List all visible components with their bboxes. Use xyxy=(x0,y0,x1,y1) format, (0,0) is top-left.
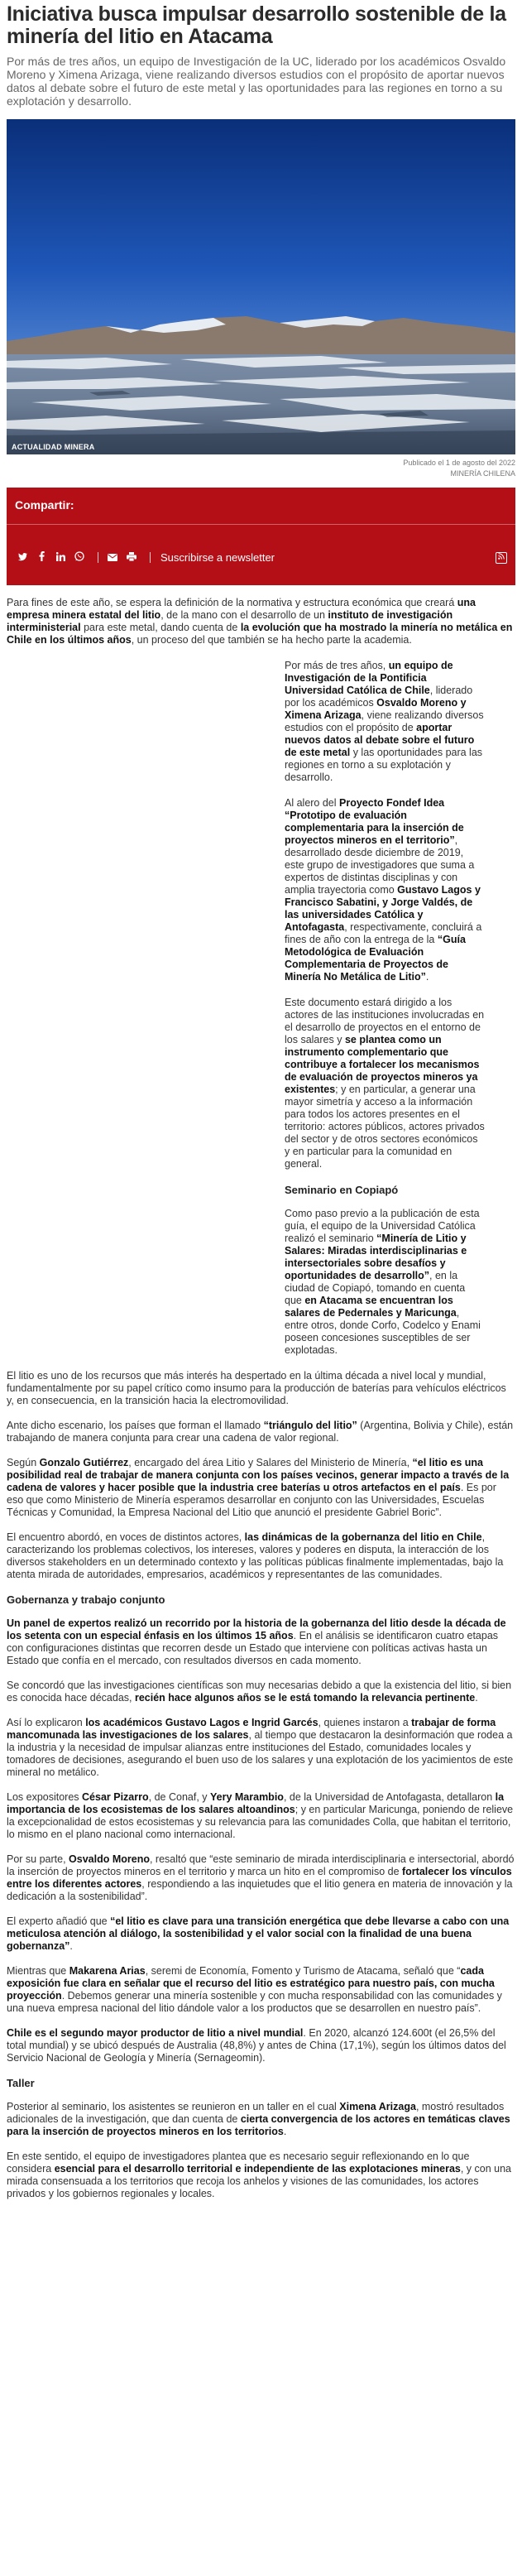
paragraph: Posterior al seminario, los asistentes se reunieron en un taller en el cual Ximena Arizaga, mostró resultados adicionales de la investigación, que dan cuenta de cierta convergencia de los actores en temáticas claves para la inserción de proyectos mineros en los territorios. xyxy=(7,2101,510,2137)
article-lead: Por más de tres años, un equipo de Investigación de la UC, liderado por los académicos Osvaldo Moreno y Ximena Arizaga, viene realizando diversos estudios con el propósito de aportar nuevos datos al debate sobre el futuro de este metal y las oportunidades para las regiones en torno a su explotación y desarrollo. xyxy=(7,55,506,108)
article-body xyxy=(7,597,515,2200)
article-meta xyxy=(7,458,515,479)
paragraph: Se concordó que las investigaciones científicas son muy necesarias debido a que la existencia del litio, si bien es conocida hace décadas, recién hace algunos años se le está tomando la relevancia pertinente. xyxy=(7,1680,512,1704)
paragraph: Para fines de este año, se espera la definición de la normativa y estructura económica que creará una empresa minera estatal del litio, de la mano con el desarrollo de un instituto de investigación interministerial para este metal, dando cuenta de la evolución que ha mostrado la minería no metálica en Chile en los últimos años, un proceso del que también se ha hecho parte la academia. xyxy=(7,597,513,646)
paragraph: Así lo explicaron los académicos Gustavo Lagos e Ingrid Garcés, quienes instaron a trabajar de forma mancomunada las investigaciones de los salares, al tiempo que destacaron la desinformación que rodea a la industria y la necesidad de impulsar alianzas entre instituciones del Estado, comunidades locales y tomadores de decisiones, asegurando el buen uso de los salares y una explotación de los yacimientos de este mineral no metálico. xyxy=(7,1717,514,1778)
paragraph: Ante dicho escenario, los países que forman el llamado “triángulo del litio” (Argentina, Bolivia y Chile), están trabajando de manera conjunta para crear una cadena de valor regional. xyxy=(7,1420,514,1444)
share-title: Compartir: xyxy=(15,498,74,512)
sidebar-paragraph: Al alero del Proyecto Fondef Idea “Prototipo de evaluación complementaria para la inserción de proyectos mineros en el territorio”, desarrollado desde diciembre de 2019, este grupo de investigadores que suma a expertos de distintas disciplinas y con amplia trayectoria como Gustavo Lagos y Francisco Sabatini, y Jorge Valdés, de las universidades Católica y Antofagasta, respectivamente, concluirá a fines de año con la entrega de la “Guía Metodológica de Evaluación Complementaria de Proyectos de Minería No Metálica de Litio”. xyxy=(285,797,482,983)
share-divider xyxy=(7,524,515,525)
section-heading: Gobernanza y trabajo conjunto xyxy=(7,1593,165,1606)
facebook-icon[interactable] xyxy=(34,551,49,564)
paragraph: Un panel de expertos realizó un recorrido por la historia de la gobernanza del litio desde la década de los setenta con un especial énfasis en los últimos 15 años. En el análisis se identificaron cuatro etapas con configuraciones distintas que recorren desde un Estado que interviene con políticas activas hasta un Estado que confía en el mercado, con resultados diversos en cada momento. xyxy=(7,1617,506,1666)
hero-image xyxy=(7,119,515,454)
salar-landscape-image xyxy=(7,119,515,454)
paragraph: Chile es el segundo mayor productor de litio a nivel mundial. En 2020, alcanzó 124.600t (el 26,5% del total mundial) y se ubicó después de Australia (48,8%) y antes de China (17,1%), según los últimos datos del Servicio Nacional de Geología y Minería (Sernageomin). xyxy=(7,2027,506,2064)
rss-icon[interactable] xyxy=(496,552,507,564)
sidebar-column xyxy=(285,660,485,1357)
whatsapp-icon[interactable] xyxy=(72,551,87,564)
print-icon[interactable] xyxy=(124,552,139,564)
email-icon[interactable] xyxy=(105,552,120,564)
paragraph: El experto añadió que “el litio es clave para una transición energética que debe llevarse a cabo con una meticulosa atención al diálogo, la sostenibilidad y el valor social con la finalidad de una buena gobernanza”. xyxy=(7,1915,510,1952)
twitter-icon[interactable] xyxy=(15,552,30,564)
share-separator-2 xyxy=(150,552,151,563)
image-caption: ACTUALIDAD MINERA xyxy=(12,443,95,451)
article-source: MINERÍA CHILENA xyxy=(450,469,515,478)
share-toolbar xyxy=(15,551,507,564)
paragraph: El encuentro abordó, en voces de distintos actores, las dinámicas de la gobernanza del litio en Chile, caracterizando los problemas colectivos, los intereses, valores y poderes en disputa, la interacción de los diversos stakeholders en un determinado contexto y las políticas públicas finalmente implementadas, bajo la atenta mirada de autoridades, empresarios, académicos y representantes de las comunidades. xyxy=(7,1531,504,1580)
paragraph: Por su parte, Osvaldo Moreno, resaltó que “este seminario de mirada interdisciplinaria e intersectorial, abordó la inserción de proyectos mineros en el territorio y marca un hito en el compromiso de fortalecer los vínculos entre los diferentes actores, respondiendo a las inquietudes que el litio genera en materia de innovación y la dedicación a la sostenibilidad”. xyxy=(7,1853,515,1902)
sidebar-paragraph: Este documento estará dirigido a los actores de las instituciones involucradas en el desarrollo de proyectos en el entorno de los salares y se plantea como un instrumento complementario que contribuye a fortalecer los mecanismos de evaluación de proyectos mineros ya existentes; y en particular, a generar una mayor simetría y acceso a la información para todos los actores presentes en el territorio: actores públicos, actores privados del sector y de otros sectores económicos y en particular para la comunidad en general. xyxy=(285,997,485,1170)
sidebar-heading: Seminario en Copiapó xyxy=(285,1184,399,1196)
publish-date: Publicado el 1 de agosto del 2022 xyxy=(403,459,515,467)
subscribe-newsletter-link[interactable]: Suscribirse a newsletter xyxy=(160,551,275,564)
paragraph: Mientras que Makarena Arias, seremi de Economía, Fomento y Turismo de Atacama, señaló que “cada exposición fue clara en señalar que el recurso del litio es estratégico para nuestro país, con mucha proyección. Debemos generar una minería sostenible y con mucha responsabilidad con las comunidades y una nueva empresa nacional del litio dándole valor a los productos que se desarrollen en nuestro país”. xyxy=(7,1965,502,2014)
sidebar-paragraph: Como paso previo a la publicación de esta guía, el equipo de la Universidad Católica realizó el seminario “Minería de Litio y Salares: Miradas interdisciplinarias e intersectoriales sobre desafíos y oportunidades de desarrollo”, en la ciudad de Copiapó, tomando en cuenta que en Atacama se encuentran los salares de Pedernales y Maricunga, entre otros, donde Corfo, Codelco y Enami poseen concesiones susceptibles de ser explotadas. xyxy=(285,1208,481,1356)
sidebar-paragraph: Por más de tres años, un equipo de Investigación de la Pontificia Universidad Católica de Chile, liderado por los académicos Osvaldo Moreno y Ximena Arizaga, viene realizando diversos estudios con el propósito de aportar nuevos datos al debate sobre el futuro de este metal y las oportunidades para las regiones en torno a su explotación y desarrollo. xyxy=(285,660,484,783)
paragraph: El litio es uno de los recursos que más interés ha despertado en la última década a nivel local y mundial, fundamentalmente por su papel crítico como insumo para la producción de baterías para vehículos eléctricos y, en consecuencia, en la transición hacia la electromovilidad. xyxy=(7,1370,506,1406)
section-heading: Taller xyxy=(7,2077,35,2089)
share-panel xyxy=(7,488,515,585)
paragraph: En este sentido, el equipo de investigadores plantea que es necesario seguir reflexionando en lo que considera esencial para el desarrollo territorial e independiente de las explotaciones mineras, y con una mirada consensuada a los territorios que recoja los anhelos y visiones de las comunidades, los actores privados y los gobiernos regionales y locales. xyxy=(7,2151,512,2199)
article-title: Iniciativa busca impulsar desarrollo sostenible de la minería del litio en Atacama xyxy=(7,2,506,48)
paragraph: Los expositores César Pizarro, de Conaf, y Yery Marambio, de la Universidad de Antofagasta, detallaron la importancia de los ecosistemas de los salares altoandinos; y en particular Maricunga, poniendo de relieve la excepcionalidad de estos ecosistemas y su relevancia para las comunidades Colla, que habitan el territorio, lo mismo en el plano nacional como internacional. xyxy=(7,1791,514,1840)
paragraph: Según Gonzalo Gutiérrez, encargado del área Litio y Salares del Ministerio de Minería, “el litio es una posibilidad real de trabajar de manera conjunta con los países vecinos, generar impacto a través de la cadena de valores y hacer posible que la industria cree baterías u otros artefactos en el país. Es por eso que como Ministerio de Minería esperamos desarrollar en conjunto con las Universidades, Escuelas Técnicas y Comunidad, la Empresa Nacional del Litio que anunció el presidente Gabriel Boric”. xyxy=(7,1457,510,1518)
linkedin-icon[interactable] xyxy=(53,552,68,564)
